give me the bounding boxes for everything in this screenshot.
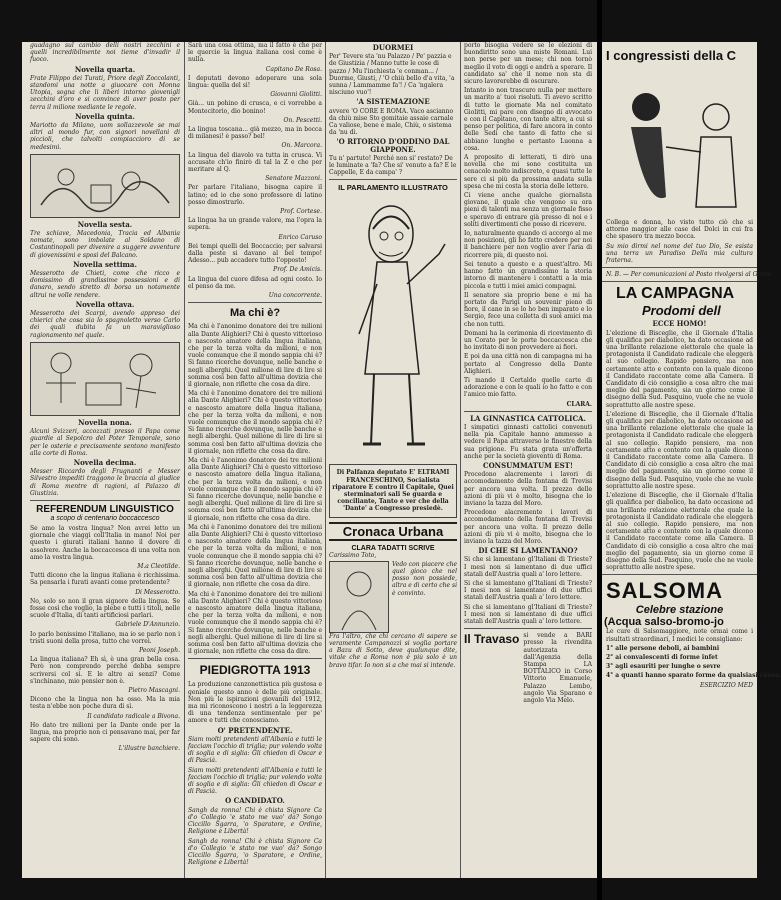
novella-ottava-text: Messerotto dei Scarpi, avendo appreso dei chierici che cosa sia lo spagnoletto verso Carlo dei quali dubita fa un maraviglioso ragionamento nel quale. xyxy=(30,310,180,339)
quote-signature: Capitano De Rosa. xyxy=(265,65,322,73)
novella-settima-text: Messerotto de Chieti, come che ricco e domissimo di grandissime possessioni e di danaro, sendo stretto di borsa un notamente altrui ne volle rendere. xyxy=(30,270,180,299)
pretendente-song: Siam molti pretendenti all'Albania e tutti le facciam l'occhio di triglia; pur volendo volta di soglia e di siglia: Gli chiedon di Oscar e di Pascià. xyxy=(188,735,322,765)
referendum-answer: Ho dato tre milioni per la Dante onde per la lingua, ma proprio non ci pensavano mai, per far sapere chi sono. xyxy=(30,721,180,744)
letter-text: Sei tenuto a questo e a quest'altro. Mi hanno fatto un grandissimo la storia intorno di mantenere i contatti a la mia piccola e tutti i miei amici compagni. xyxy=(464,260,592,290)
quote: Sarà una cosa ottima, ma il fatto è che per le quercie la lingua italiana così come è nulla. xyxy=(188,42,322,64)
nb-note: N. B. — Per comunicazioni al Posto rivolgersi al Grand xyxy=(606,271,772,279)
referendum-answer: Tutti dicono che la lingua italiana è ricchissima. Sa pensarla i furati avanti come pretendente? xyxy=(30,572,180,587)
sistemazione-title: 'A SISTEMAZIONE xyxy=(356,97,430,107)
quote: Per parlare l'italiano, bisogna capire il latino; ed io che sono professore di latino posso dimostrarlo. xyxy=(188,184,322,206)
cartoon-drawing xyxy=(31,343,179,415)
duorme-poem: Per' Tevere sta 'nu Palazzo / Pe' pazzia e de Giustizia / Manno tutte le cose di pazzo / Mu l'inchiesta 'e conman... / Duorme, Giusti, / 'O chiù bello d'a vita, 'a sunna / Lammamme fa'! / Ca 'ngalera nisciuno vuo'! xyxy=(329,53,455,97)
facing-page xyxy=(602,42,781,878)
parlamento-title: IL PARLAMENTO ILLUSTRATO xyxy=(338,183,448,193)
referendum-subtitle: a scopo di centenario boccaccesco xyxy=(50,514,160,522)
ma-chi-e-text: Ma chi è l'anonimo donatore dei tre milioni alla Dante Alighieri? Chi è questo vittorioso e nascosto amatore della lingua italiana, che per la terza volta da milioni, e non vuole comunque che il mondo sappia chi è? Si fanno ricerche dovunque, nelle banche e negli alberghi. Quel milione di lire di lire si somma così ben fatto all'ultima dovizia che il giornale, non riflette che cosa da dire. xyxy=(188,456,322,522)
travaso-text: si vende a BARI presso la rivendita autorizzata dall'Agenzia della Stampa LA BOTTALICO in Corso Vittorio Emanuele, Palazzo Lembo, angolo Via Sparano e angolo Via Melo. xyxy=(523,632,592,705)
quote-signature: Giovanni Giolitti. xyxy=(270,91,322,99)
column-rule xyxy=(460,42,461,878)
candidato-title: O CANDIDATO. xyxy=(225,796,285,806)
novella-settima-title: Novella settima. xyxy=(73,259,137,269)
novella-quinta-text: Mariotto da Milano, uom sollazzevole se mai altri al mondo fur, con signori novellani di piccioli, che talvolti compiaccioro di se medesimi. xyxy=(30,122,180,151)
letter-text: Il senatore sia proprio bene e mi ha portato da Parigi un souvenir pieno di fiore, il cane in se lo ho ben imparato e lo Sergio, fece una colletta di suoi amici ma che non tutti. xyxy=(464,291,592,328)
cure-text: Le cure di Salsomaggiore, note ormai come i risultati straordinari, I medici le consigliano: xyxy=(606,628,753,643)
letter-text: Io, naturalmente quando ci accorgo al me non posizioni, gli ho fatto credere per noi il banchiere per non voglio aver l'aria di ricorrere più, di questo noi. xyxy=(464,230,592,259)
referendum-signature: L'illustre banchiere. xyxy=(118,745,180,753)
referendum-signature: Pietro Mascagni. xyxy=(128,686,180,694)
candidato-song: Sangh da ronna! Chi è chista Signore Ca d'o Collegio 'e stato me vuo' da? Songo Ciccillo Sgarra, 'o Sparatore, e Ordine, Religione e Libertà! xyxy=(188,806,322,836)
letter-text: porto bisogna vedere se le elezioni di buondiritto sono una miste Romani. Lui non perse per un mese; chi non tornò meglio il voto di oggi e andrà a sperare. Il candidato sa' che il nome non sta di sicuro lavorerebbe di oscurare. xyxy=(464,42,592,86)
clara-text: Vedo con piacere che quel gioco che nel posso non possiede, altra e di certo che si è convinto. xyxy=(392,560,457,597)
ma-chi-e-text: Ma chi è l'anonimo donatore dei tre milioni alla Dante Alighieri? Chi è questo vittorioso e nascosto amatore della lingua italiana, che per la terza volta da milioni, e non vuole comunque che il mondo sappia chi è? Si fanno ricerche dovunque, nelle banche e negli alberghi. Quel milione di lire di lire si somma così ben fatto all'ultima dovizia che il giornale, non riflette che cosa da dire. xyxy=(188,323,322,388)
congressisti-verse: Su mio dirmi nel nome del tuo Dio, Se esista una terra un Paradiso Della mia cultura fraterna. xyxy=(606,242,753,265)
consummatum-text: Procedono alacremente i lavori di accomodamento della fontana di Trevisi per ancora una volta. Il prezzo delle azioni di più vi è molto, bisogna che lo inviano la tazza del Moro. xyxy=(464,471,592,507)
column-1 xyxy=(30,42,180,878)
novella-ottava-title: Novella ottava. xyxy=(75,299,135,309)
quote: La lingua del cuore difesa ad ogni costo. Io el penso da me. xyxy=(188,275,322,290)
ma-chi-e-text: Ma chi è l'anonimo donatore dei tre milioni alla Dante Alighieri? Chi è questo vittorioso e nascosto amatore della lingua italiana, che per la terza volta da milioni, e non vuole comunque che il mondo sappia chi è? Si fanno ricerche dovunque, nelle banche e negli alberghi. Quel milione di lire di lire si somma così ben fatto all'ultima dovizia che il giornale, non riflette che cosa da dire. xyxy=(188,390,322,455)
celebre-stazione: Celebre stazione xyxy=(635,604,724,617)
novella-decima-text: Messer Riccardo degli Frugnanti e Messer Silvestro impediti traggono le braccia al giudice di Roma mentre di ragioni, al Palazzo di Giustizia. xyxy=(30,468,180,497)
lamentano-title: DI CHE SI LAMENTANO? xyxy=(478,546,578,556)
divider xyxy=(602,267,757,268)
referendum-signature: Gabriele D'Annunzio. xyxy=(115,621,180,629)
parlamento-caption-box xyxy=(329,464,457,517)
referendum-signature: Peoni Joseph. xyxy=(139,646,180,654)
congressisti-title: I congressisti della C xyxy=(606,48,737,63)
campagna-title: LA CAMPAGNA xyxy=(616,285,735,303)
ginnastica-text: I simpatici ginnasti cattolici convenuti nella pia Capitale hanno ammesso a vedere il Papa attraverso le finestre della sua prigione. Fu stata grata un'offerta anche per la società gioventù di Roma. xyxy=(464,423,592,460)
referendum-signature: M.a Cleotilde. xyxy=(137,562,180,570)
campagna-text: L'elezione di Bisceglie, che il Giornale d'Italia gli qualifica per diabolico, ha dato occasione ad una brillante relazione elettorale che quale la protagonista il Candidato radicale che eleggerà al suo collegio. Rapido pensiero, ma non certamente atto e contento con la quale dicono il Candidato raccontate come alla Camera. Il Candidato di ciò consiglio a cosa altro che mai meglio del pagamento, sia un giorno come il disegno della Sud. Pasquino, vuole che ne vuole soprattutto alle nostre spese. xyxy=(606,410,753,490)
giappone-title: 'O RITORNO D'ODDINO DAL GIAPPONE. xyxy=(336,137,450,154)
facing-page-content xyxy=(602,48,781,691)
parlamento-caption: Di Palfanza deputato E' ELTRAMI FRANCESCHINO, Socialista riparatore E contro il Capitale, Quei sterminatori sali Se guarda e conciliante, Tanto e ver che della 'Dante' a Congresso presiedè. xyxy=(332,469,454,513)
letter-text: Ci viene anche qualche giornalista giovane, il quale che vengono su ora pieni di talenti ma senza un giornale fisso e speravo di entrare già presso di noi e i soliti divertimenti che posso di ricevere. xyxy=(464,192,592,228)
column-4 xyxy=(464,42,592,878)
novella-sesta-title: Novella sesta. xyxy=(77,219,133,229)
referendum-answer: Dicono che la lingua non ha osso. Ma la mia testa n'ebbe non poche dura di sì. xyxy=(30,696,180,711)
travaso-title: Il Travaso xyxy=(464,632,520,647)
novella-sesta-text: Tre schiave, Macedonia, Tracia ed Albania nomate, sono imbolate al Soldano di Costantinopoli per divenire a suggere avventure di giovenissimi e sposi del Balcano. xyxy=(30,230,180,259)
novella-quinta-title: Novella quinta. xyxy=(75,111,135,121)
quote-signature: Senatore Mazzoni. xyxy=(265,175,322,183)
divider xyxy=(464,411,592,412)
letter-text: A proposito di letterati, ti dirò una novella che mi sono costituita un cenacolo molto indiscreto, e quasi tutte le sere ci si più da prossima andata sulla spesa che mi costa la storia delle lettere. xyxy=(464,154,592,190)
referendum-title: REFERENDUM LINGUISTICO xyxy=(36,503,174,515)
duorme-title: DUORMEI xyxy=(372,43,414,52)
referendum-signature: Di Messerotto. xyxy=(135,588,180,596)
clara-portrait xyxy=(329,561,389,633)
referendum-signature: Il candidato radicale a Bivona. xyxy=(87,712,180,720)
giappone-poem: Tu n' partuto! Perché non si' restato? De le luminate a 'fa? Che si' venuto a fa? E le Cappelle, E da campa' ? xyxy=(329,154,457,177)
letter-text: Ti mando il Certaldo quelle carte di adorazione e con le quali io ho fatto e con l'amico mio fatto. xyxy=(464,376,592,399)
ma-chi-e-title: Ma chi è? xyxy=(229,307,281,320)
cure-list-item: 4° a quanti hanno sparato forme da qualsiasi causa. xyxy=(606,672,781,680)
quote-signature: On. Pescetti. xyxy=(283,116,322,124)
quote-signature: Prof. Cortese. xyxy=(280,208,322,216)
referendum-answer: No, solo so non il gran signore della lingua. Se fosse così che voglio, la plebe e tutti i titoli, nelle scuole d'Italia, di tanti artificiosi parlari. xyxy=(30,597,180,620)
salsomaggiore-title: SALSOMA xyxy=(606,578,723,604)
consummatum-text: Procedono alacremente i lavori di accomodamento della fontana di Trevisi per ancora una volta. Il prezzo delle azioni di più vi è molto, bisogna che lo inviano la tazza del Moro. xyxy=(464,509,592,545)
congressisti-cartoon xyxy=(606,67,756,217)
cartoon-drawing xyxy=(606,67,756,217)
quote-signature: Prof. De Amicis. xyxy=(273,266,322,274)
referendum-answer: Se amo la vostra lingua? Non avrei letto un giornale che viaggi coll'Italia in mano! Noi per questo i giurati italiani hanno il dovere di assolvere. Anche la boccaccesca di una volta non amo la vostra lingua. xyxy=(30,524,180,561)
cronaca-urbana-title: Cronaca Urbana xyxy=(329,522,457,541)
campagna-text: L'elezione di Bisceglie, che il Giornale d'Italia gli qualifica per diabolico, ha dato occasione ad una brillante relazione elettorale che quale la protagonista il Candidato radicale che eleggerà al suo collegio. Rapido pensiero, ma non certamente atto e contento con la quale dicono il Candidato raccontate come alla Camera. Il Candidato di ciò consiglio a cosa altro che mai meglio del pagamento, sia un giorno come il disegno della Sud. Pasquino, vuole che ne vuole soprattutto alle nostre spese. xyxy=(606,329,753,409)
clara-salutation: Carissimo Toto, xyxy=(329,551,377,559)
quote: La lingua del diavolo va tutta in crusca. Vi accusate ch'io finirò di tal la Z e che per meritare al Q. xyxy=(188,151,322,174)
column-rule xyxy=(325,42,326,878)
pretendente-title: O' PRETENDENTE. xyxy=(217,725,293,735)
divider xyxy=(602,574,757,575)
sistemazione-poem: avvere 'O CORE E ROMA. Vaco ascianno da chiù mise Sto gomitaie assaie carnale Ca valiose, bene e male, Chiù, o sistema da 'nu dì. xyxy=(329,107,454,137)
candidato-song: Sangh da ronna! Chi è chista Signore Ca d'o Collegio 'e stato me vuo' da? Songo Ciccillo Sgarra, 'o Sparatore, e Ordine, Religione e Libertà! xyxy=(188,837,322,867)
consummatum-title: CONSUMMATUM EST! xyxy=(483,460,573,470)
letter-text: Intanto io non trascuro nulla per mettere un marito a' tuoi risoluti. Ti avevo scritto di tutto le giornate Ma nel comitato Giolitti, mi pare con disegno di avvocato e con il Capitano, con tante altre, a cui si penso per politica, di fare ancora in conto delle Sedi che tanto di fatto che si abbiano lunghe e pertanto Luonna a cosa. xyxy=(464,87,592,152)
quote: Bei tempi quelli del Boccaccio; per salvarsi dalla peste si davano al bel tempo! Adesso... pub accadere tutto l'opposto! xyxy=(188,242,322,265)
portrait-drawing xyxy=(330,562,388,632)
cure-list-item: 2° ai convalescenti di forme infet xyxy=(606,653,718,661)
cure-list-item: 3° agli esauriti per lunghe o sevre xyxy=(606,663,721,671)
acqua-subtitle: (Acqua salso-bromo-jo xyxy=(604,616,724,629)
divider xyxy=(329,179,457,180)
intro-text: guadagno sul cambio delli nostri zecchini e quelli incredibilmente noi tieme d'invadir il fuoco. xyxy=(30,42,180,64)
caricature-drawing xyxy=(329,194,455,464)
esercizio-note: ESERCIZIO MED xyxy=(699,681,753,689)
quote-signature: On. Marcora. xyxy=(281,142,322,150)
quote: I deputati devono adoperare una sola lingua: quella del sì! xyxy=(188,74,322,90)
lamentano-text: Si che si lamentano gl'Italiani di Trieste? I mesi non si lamentano di due uffici statali dell'Austria quali a' loro lettere. xyxy=(464,603,592,626)
cartoon-illustration-2 xyxy=(30,342,180,416)
cartoon-illustration-1 xyxy=(30,154,180,218)
novella-quarta-text: Frate Filippo dei Turati, Priore degli Zoccolanti, standomi una notte a giuocare con Monna Utopia, sogna che li liberi intorno giovenigli zecchini d'oro e si convince di aver posto per terra il milione mediante le regole. xyxy=(30,74,180,111)
novella-nona-text: Alcuni Svizzeri, accozzati presso il Papa come guardie al Sepolcro del Poter Temporale, sono per le osterie e precisamente sentono manifesto alla corte di Roma. xyxy=(30,428,180,457)
divider xyxy=(30,500,180,501)
clara-footer: Fra l'altro, che chi cercano di sapere se veramente Campanozzi si voglia portare a Bazu di Sotto, deve qualunque dite, vitale che a Roma non è più solo è un bravo tifar. Io non si a che mai si intende. xyxy=(329,632,457,669)
letter-signature: CLARA. xyxy=(566,400,592,408)
pretendente-song: Siam molti pretendenti all'Albania e tutti le facciam l'occhio di triglia; pur volendo volta di soglia e di siglia: Gli chiedon di Oscar e di Pascià. xyxy=(188,766,322,796)
quote: La lingua toscana... già mezzo, ma in bocca di milanesi! è passo? bel! xyxy=(188,126,322,141)
lamentano-text: Si che si lamentano gl'Italiani di Trieste? I mesi non si lamentano di due uffici statali dell'Austria quali a' loro lettere. xyxy=(464,580,592,602)
novella-decima-title: Novella decima. xyxy=(73,457,137,467)
lamentano-text: Si che si lamentano gl'Italiani di Trieste? I mesi non si lamentano di due uffici statali dell'Austria quali a' loro lettere. xyxy=(464,556,592,578)
referendum-answer: La lingua italiana? Eh sì, è una gran bella cosa. Però non comprendo perché debba sempre scriversi col sì. E le altre ai senzi? Come s'inchinano, mio pensier non è. xyxy=(30,656,180,685)
piedigrotta-text: La produzione canzonettistica più gustosa e geniale questo anno è delle più originale. Non più le ispirazioni giovanili del 1912, ma mi riconoscono i nostri a la leggerezza di una tendenza sentimentale per pe' amore e tutti che conosciamo. xyxy=(188,681,322,725)
newspaper-page xyxy=(22,42,597,878)
divider xyxy=(602,281,757,282)
quote: La lingua ha un grande valore, ma l'opra la supera. xyxy=(188,217,322,232)
column-rule xyxy=(184,42,185,878)
travaso-notice xyxy=(464,632,592,706)
novella-quarta-title: Novella quarta. xyxy=(74,64,136,74)
cartoon-drawing xyxy=(31,155,179,217)
divider xyxy=(464,628,592,629)
ginnastica-title: LA GINNASTICA CATTOLICA. xyxy=(470,413,586,423)
clara-row xyxy=(329,561,457,633)
column-2 xyxy=(188,42,322,878)
prodomi-subtitle: Prodomi dell xyxy=(642,303,721,319)
ma-chi-e-text: Ma chi è l'anonimo donatore dei tre milioni alla Dante Alighieri? Chi è questo vittorioso e nascosto amatore della lingua italiana, che per la terza volta da milioni, e non vuole comunque che il mondo sappia chi è? Si fanno ricerche dovunque, nelle banche e negli alberghi. Quel milione di lire di lire si somma così ben fatto all'ultima dovizia che il giornale, non riflette che cosa da dire. xyxy=(188,523,322,589)
campagna-text: L'elezione di Bisceglie, che il Giornale d'Italia gli qualifica per diabolico, ha dato occasione ad una brillante relazione elettorale che quale la protagonista il Candidato radicale che eleggerà al suo collegio. Rapido pensiero, ma non certamente atto e contento con la quale dicono il Candidato raccontate come alla Camera. Il Candidato di ciò consiglio a cosa altro che mai meglio del pagamento, sia un giorno come il disegno della Sud. Pasquino, vuole che ne vuole soprattutto alle nostre spese. xyxy=(606,492,753,572)
divider xyxy=(188,302,322,303)
congressisti-caption: Collega e donna, ho visto tutto ciò che si attorno maggior alle case del Dolci in cui fra che spasero tra mezzo bocca. xyxy=(606,219,753,241)
ma-chi-e-text: Ma chi è l'anonimo donatore dei tre milioni alla Dante Alighieri? Chi è questo vittorioso e nascosto amatore della lingua italiana, che per la terza volta da milioni, e non vuole comunque che il mondo sappia chi è? Si fanno ricerche dovunque, nelle banche e negli alberghi. Quel milione di lire di lire si somma così ben fatto all'ultima dovizia che il giornale, non riflette che cosa da dire. xyxy=(188,590,322,656)
cure-list-item: 1° alle persone deboli, ai bambini xyxy=(606,644,720,652)
quote-signature: Una concorrente. xyxy=(268,292,322,300)
quote-signature: Enrico Caruso xyxy=(278,233,322,241)
letter-text: Domani ha la cerimonia di ricevimento di un Corato per le porte boccaccesca che ho invitato di non provvedere ai fiori. xyxy=(464,329,592,352)
divider xyxy=(188,658,322,659)
novella-nona-title: Novella nona. xyxy=(78,417,132,427)
piedigrotta-title: PIEDIGROTTA 1913 xyxy=(199,663,311,678)
caricature-illustration xyxy=(329,194,455,464)
ecce-homo-title: ECCE HOMO! xyxy=(652,319,707,329)
letter-text: E poi da una città non di campagna mi ha portato al Congresso della Dante Alighieri. xyxy=(464,353,592,375)
clara-title: CLARA TADATTI SCRIVE xyxy=(351,544,435,552)
referendum-answer: Io parlo benissimo l'italiano, ma io se parlo non i tristi suoni della prosa, tutto che vorrei. xyxy=(30,630,180,645)
column-3 xyxy=(329,42,457,878)
quote: Già... un pohino di crusca, e ci vorrebbe a Montecitorio, dio bonino! xyxy=(188,100,322,115)
